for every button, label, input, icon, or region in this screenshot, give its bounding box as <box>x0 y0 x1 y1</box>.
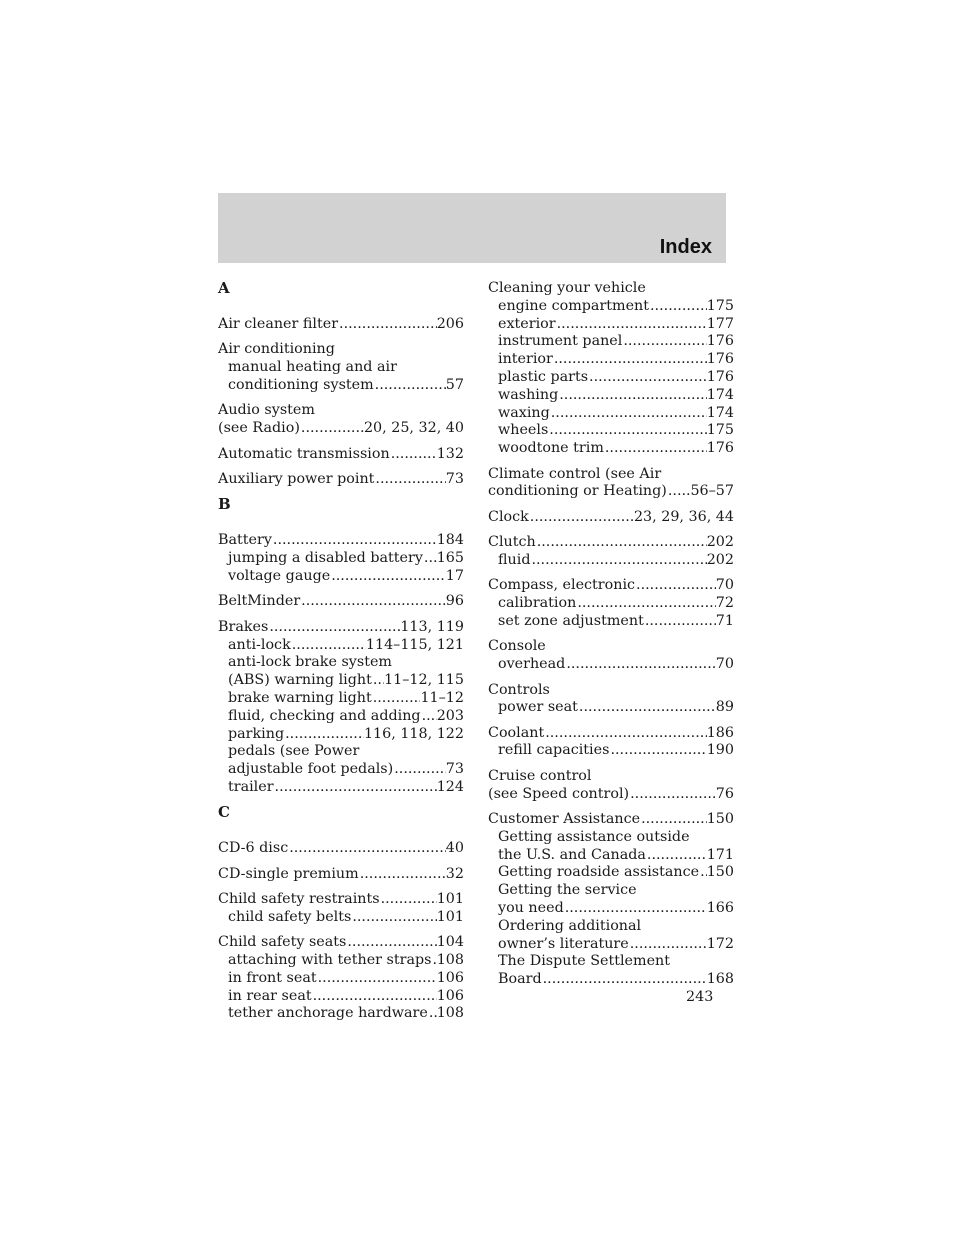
entry-term: set zone adjustment <box>498 612 644 629</box>
entry-term: the U.S. and Canada <box>498 846 646 863</box>
index-entry <box>218 934 464 1023</box>
entry-term: Air conditioning <box>218 341 335 358</box>
entry-page-ref: 40 <box>445 840 464 857</box>
index-term-line <box>218 471 464 489</box>
index-term-line <box>488 577 734 595</box>
index-entry <box>488 534 734 570</box>
entry-page-ref: 56–57 <box>690 483 734 500</box>
index-entry <box>488 768 734 804</box>
index-subentry <box>218 909 464 927</box>
index-subentry <box>488 333 734 351</box>
entry-term: tether anchorage hardware <box>228 1005 428 1022</box>
leader-dots <box>346 934 436 952</box>
index-term-line <box>218 532 464 550</box>
entry-term: Automatic transmission <box>218 445 390 462</box>
leader-dots <box>421 708 437 726</box>
entry-term: you need <box>498 900 564 917</box>
entry-page-ref: 11–12 <box>420 689 464 706</box>
entry-page-ref: 206 <box>436 316 464 332</box>
entry-term: parking <box>228 725 285 742</box>
entry-term: instrument panel <box>498 333 623 350</box>
index-entry <box>218 341 464 394</box>
entry-page-ref: 124 <box>436 778 464 795</box>
index-term-line <box>488 483 734 501</box>
leader-dots <box>649 298 707 316</box>
leader-dots <box>300 593 446 611</box>
leader-dots <box>317 970 437 988</box>
entry-term: Getting the service <box>498 882 637 899</box>
index-subentry <box>218 550 464 568</box>
leader-dots <box>393 761 446 779</box>
leader-dots <box>578 699 716 717</box>
entry-page-ref: 108 <box>436 1005 464 1022</box>
leader-dots <box>272 532 437 550</box>
entry-term: Customer Assistance <box>488 811 641 828</box>
entry-term: CD-single premium <box>218 865 359 882</box>
entry-page-ref: 108 <box>436 952 464 969</box>
entry-page-ref: 73 <box>445 761 464 778</box>
entry-page-ref: 176 <box>706 333 734 350</box>
section-letter-b: B <box>218 495 231 514</box>
leader-dots <box>699 864 707 882</box>
entry-term: woodtone trim <box>498 440 604 457</box>
index-subentry <box>488 656 734 674</box>
index-subentry <box>488 387 734 405</box>
entry-page-ref: 174 <box>706 404 734 421</box>
entry-term: jumping a disabled battery <box>228 550 423 567</box>
index-subentry <box>488 918 734 936</box>
entry-term: Brakes <box>218 618 269 635</box>
leader-dots <box>530 552 706 570</box>
index-subentry <box>218 377 464 395</box>
entry-page-ref: 184 <box>436 532 464 549</box>
index-subentry <box>218 726 464 744</box>
section-letter-a: A <box>218 279 230 297</box>
entry-page-ref: 71 <box>715 612 734 629</box>
index-term-line <box>218 420 464 438</box>
leader-dots <box>374 377 446 395</box>
index-subentry <box>218 568 464 586</box>
entry-term: adjustable foot pedals) <box>228 761 394 778</box>
section-title: Index <box>659 236 712 258</box>
index-subentry <box>488 613 734 631</box>
entry-term: anti-lock <box>228 636 291 653</box>
entry-page-ref: 23, 29, 36, 44 <box>633 508 734 525</box>
leader-dots <box>372 672 384 690</box>
entry-term: interior <box>498 351 553 368</box>
entry-page-ref: 101 <box>436 908 464 925</box>
index-subentry <box>488 953 734 971</box>
leader-dots <box>291 637 366 655</box>
index-entry <box>488 509 734 527</box>
entry-term: Getting roadside assistance <box>498 864 700 881</box>
leader-dots <box>553 351 707 369</box>
entry-term: conditioning system <box>228 376 374 393</box>
entry-term: in rear seat <box>228 987 312 1004</box>
index-subentry <box>218 761 464 779</box>
entry-term: Getting assistance outside <box>498 828 690 845</box>
entry-term: engine compartment <box>498 297 650 314</box>
entry-term: attaching with tether straps <box>228 952 432 969</box>
section-header-band <box>218 193 726 263</box>
entry-term: Controls <box>488 681 550 698</box>
entry-term: owner’s literature <box>498 935 629 952</box>
entry-term: fluid <box>498 551 531 568</box>
index-subentry <box>488 864 734 882</box>
leader-dots <box>268 619 400 637</box>
entry-page-ref: 168 <box>706 971 734 988</box>
index-term-line <box>488 725 734 743</box>
entry-term: Child safety seats <box>218 934 347 951</box>
entry-page-ref: 114–115, 121 <box>365 636 464 653</box>
entry-term: refill capacities <box>498 742 610 759</box>
entry-term: fluid, checking and adding <box>228 707 421 724</box>
index-subentry <box>488 829 734 847</box>
entry-term: Air cleaner filter <box>218 316 339 332</box>
index-entry <box>488 638 734 674</box>
index-subentry <box>218 690 464 708</box>
index-subentry <box>488 440 734 458</box>
entry-page-ref: 132 <box>436 445 464 462</box>
leader-dots <box>390 446 437 464</box>
index-subentry <box>218 708 464 726</box>
entry-term: CD-6 disc <box>218 840 289 857</box>
entry-term: plastic parts <box>498 368 589 385</box>
index-subentry <box>488 882 734 900</box>
index-subentry <box>488 742 734 760</box>
index-column-right <box>488 280 734 997</box>
entry-page-ref: 96 <box>445 593 464 610</box>
index-subentry <box>488 971 734 989</box>
index-subentry <box>488 316 734 334</box>
entry-page-ref: 174 <box>706 386 734 403</box>
index-subentry <box>488 847 734 865</box>
leader-dots <box>629 936 707 954</box>
index-term-line <box>488 638 734 656</box>
leader-dots <box>544 725 706 743</box>
entry-page-ref: 70 <box>715 577 734 594</box>
entry-page-ref: 73 <box>445 470 464 487</box>
entry-term: power seat <box>498 699 578 716</box>
entry-term: Compass, electronic <box>488 577 636 594</box>
index-term-line <box>488 682 734 700</box>
entry-term: The Dispute Settlement <box>498 953 670 970</box>
entry-page-ref: 203 <box>436 707 464 724</box>
entry-page-ref: 186 <box>706 724 734 741</box>
entry-page-ref: 190 <box>706 742 734 759</box>
index-term-line <box>218 402 464 420</box>
entry-page-ref: 150 <box>706 864 734 881</box>
entry-page-ref: 172 <box>706 935 734 952</box>
index-entry <box>218 840 464 858</box>
entry-term: Cruise control <box>488 767 592 784</box>
entry-page-ref: 106 <box>436 987 464 1004</box>
entry-page-ref: 104 <box>436 934 464 951</box>
index-entry <box>488 577 734 630</box>
entry-term: Console <box>488 638 546 655</box>
leader-dots <box>312 988 437 1006</box>
entry-term: calibration <box>498 595 577 612</box>
index-subentry <box>488 351 734 369</box>
entry-page-ref: 202 <box>706 551 734 568</box>
entry-page-ref: 72 <box>715 595 734 612</box>
leader-dots <box>274 779 437 797</box>
entry-term: Cleaning your vehicle <box>488 280 646 296</box>
entry-page-ref: 166 <box>706 900 734 917</box>
index-subentry <box>488 422 734 440</box>
index-entry <box>218 891 464 927</box>
entry-page-ref: 106 <box>436 969 464 986</box>
index-term-line <box>218 341 464 359</box>
leader-dots <box>558 387 706 405</box>
index-term-line <box>218 316 464 334</box>
entry-term: Ordering additional <box>498 917 642 934</box>
entry-term: wheels <box>498 422 549 439</box>
index-subentry <box>218 970 464 988</box>
leader-dots <box>548 422 706 440</box>
entry-page-ref: 202 <box>706 534 734 551</box>
entry-term: (ABS) warning light <box>228 672 372 689</box>
index-subentry <box>488 936 734 954</box>
leader-dots <box>635 577 716 595</box>
page-number: 243 <box>686 989 714 1005</box>
leader-dots <box>550 405 707 423</box>
entry-term: Auxiliary power point <box>218 470 375 487</box>
index-term-line <box>218 866 464 884</box>
entry-term: Coolant <box>488 724 545 741</box>
leader-dots <box>622 333 706 351</box>
leader-dots <box>644 613 716 631</box>
entry-page-ref: 32 <box>445 865 464 882</box>
index-subentry <box>218 988 464 1006</box>
index-term-line <box>488 786 734 804</box>
index-term-line <box>488 534 734 552</box>
index-entry <box>218 866 464 884</box>
leader-dots <box>576 595 715 613</box>
index-entry <box>218 446 464 464</box>
index-subentry <box>488 595 734 613</box>
index-subentry <box>488 552 734 570</box>
leader-dots <box>667 483 691 501</box>
index-subentry <box>488 369 734 387</box>
entry-term: trailer <box>228 778 274 795</box>
entry-term: Clutch <box>488 534 536 551</box>
entry-page-ref: 171 <box>706 846 734 863</box>
entry-page-ref: 176 <box>706 368 734 385</box>
leader-dots <box>428 1005 437 1023</box>
index-subentry <box>218 952 464 970</box>
index-term-line <box>218 619 464 637</box>
entry-term: conditioning or Heating) <box>488 483 667 500</box>
index-term-line <box>218 446 464 464</box>
index-term-line <box>488 466 734 484</box>
index-entry <box>218 593 464 611</box>
leader-dots <box>372 690 421 708</box>
leader-dots <box>588 369 707 387</box>
index-subentry <box>488 405 734 423</box>
entry-term: anti-lock brake system <box>228 654 392 671</box>
leader-dots <box>288 840 446 858</box>
index-column-left <box>218 280 464 1031</box>
entry-page-ref: 116, 118, 122 <box>363 725 464 742</box>
index-subentry <box>488 298 734 316</box>
entry-term: (see Speed control) <box>488 785 630 802</box>
leader-dots <box>351 909 436 927</box>
entry-term: washing <box>498 386 559 403</box>
entry-page-ref: 17 <box>445 567 464 584</box>
index-term-line <box>488 811 734 829</box>
index-term-line <box>218 840 464 858</box>
entry-page-ref: 175 <box>706 297 734 314</box>
entry-page-ref: 70 <box>715 656 734 673</box>
entry-term: child safety belts <box>228 908 352 925</box>
index-entry <box>488 280 734 458</box>
index-entry <box>218 532 464 585</box>
index-subentry <box>488 900 734 918</box>
index-subentry <box>218 359 464 377</box>
entry-page-ref: 89 <box>715 699 734 716</box>
index-term-line <box>218 934 464 952</box>
section-letter-c: C <box>218 803 230 822</box>
index-term-line <box>218 593 464 611</box>
entry-term: Child safety restraints <box>218 891 380 908</box>
entry-term: waxing <box>498 404 550 421</box>
entry-term: voltage gauge <box>228 567 331 584</box>
entry-term: BeltMinder <box>218 593 301 610</box>
index-subentry <box>218 637 464 655</box>
index-subentry <box>218 1005 464 1023</box>
entry-page-ref: 76 <box>715 785 734 802</box>
entry-page-ref: 11–12, 115 <box>384 672 464 689</box>
index-subentry <box>488 699 734 717</box>
entry-page-ref: 113, 119 <box>400 618 464 635</box>
leader-dots <box>284 726 364 744</box>
leader-dots <box>640 811 707 829</box>
leader-dots <box>604 440 707 458</box>
entry-page-ref: 57 <box>445 376 464 393</box>
index-term-line <box>218 891 464 909</box>
entry-page-ref: 150 <box>706 811 734 828</box>
entry-term: overhead <box>498 656 566 673</box>
entry-term: Audio system <box>218 402 315 419</box>
entry-page-ref: 175 <box>706 422 734 439</box>
entry-term: (see Radio) <box>218 420 300 437</box>
entry-term: manual heating and air <box>228 359 397 376</box>
index-entry <box>488 811 734 989</box>
index-entry <box>488 682 734 718</box>
leader-dots <box>330 568 446 586</box>
entry-term: pedals (see Power <box>228 743 360 760</box>
entry-page-ref: 101 <box>436 891 464 908</box>
leader-dots <box>536 534 707 552</box>
entry-term: exterior <box>498 315 556 332</box>
index-term-line <box>488 509 734 527</box>
leader-dots <box>338 316 437 334</box>
entry-page-ref: 176 <box>706 351 734 368</box>
index-subentry <box>218 779 464 797</box>
leader-dots <box>359 866 446 884</box>
index-subentry <box>218 654 464 672</box>
index-subentry <box>218 743 464 761</box>
leader-dots <box>542 971 707 989</box>
leader-dots <box>609 742 706 760</box>
entry-term: Board <box>498 971 542 988</box>
leader-dots <box>374 471 445 489</box>
index-entry <box>488 466 734 502</box>
entry-term: Climate control (see Air <box>488 465 662 482</box>
leader-dots <box>380 891 437 909</box>
leader-dots <box>629 786 716 804</box>
entry-term: in front seat <box>228 969 317 986</box>
index-subentry <box>218 672 464 690</box>
leader-dots <box>529 509 634 527</box>
entry-page-ref: 176 <box>706 440 734 457</box>
index-entry <box>218 402 464 438</box>
entry-term: Battery <box>218 532 272 549</box>
entry-page-ref: 20, 25, 32, 40 <box>363 420 464 437</box>
leader-dots <box>423 550 437 568</box>
entry-page-ref: 165 <box>436 550 464 567</box>
leader-dots <box>300 420 364 438</box>
index-entry <box>488 725 734 761</box>
index-term-line <box>488 768 734 786</box>
leader-dots <box>565 656 715 674</box>
leader-dots <box>556 316 707 334</box>
entry-term: Clock <box>488 508 529 525</box>
index-term-line <box>488 280 734 298</box>
leader-dots <box>646 847 707 865</box>
index-entry <box>218 471 464 489</box>
entry-term: brake warning light <box>228 689 372 706</box>
index-entry <box>218 316 464 334</box>
leader-dots <box>564 900 707 918</box>
entry-page-ref: 177 <box>706 315 734 332</box>
index-entry <box>218 619 464 797</box>
